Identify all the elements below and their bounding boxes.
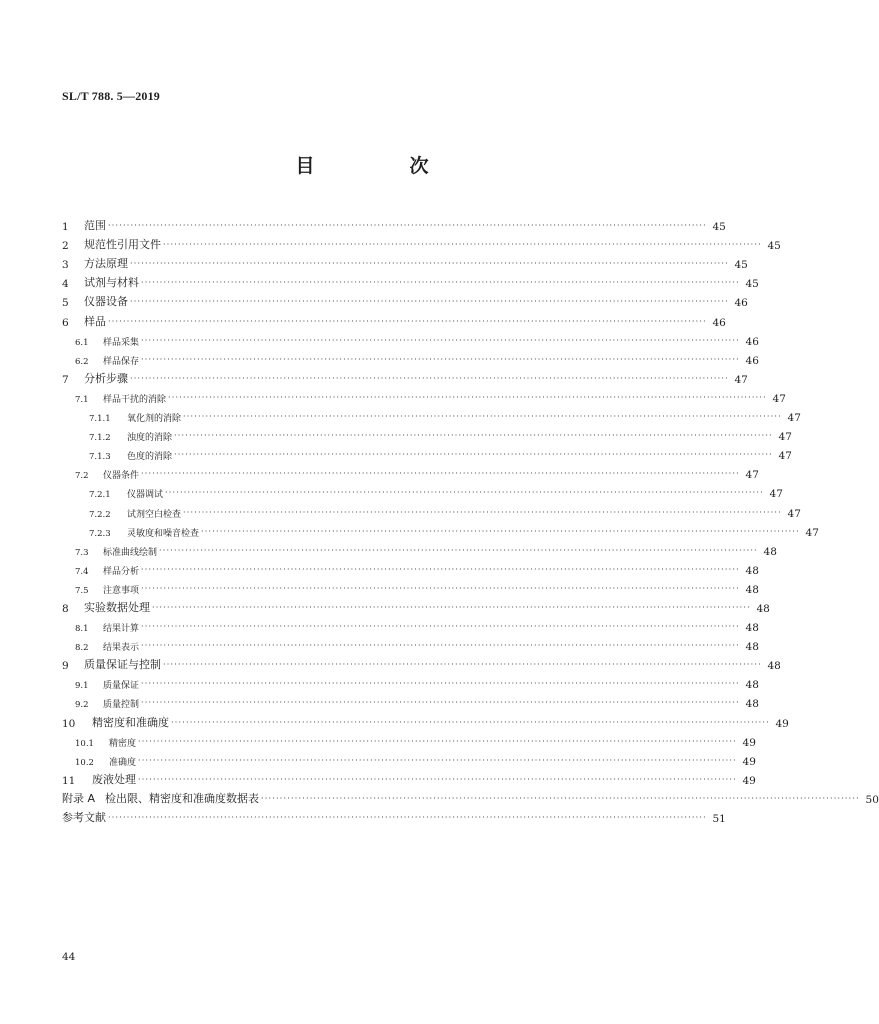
page-number: 44	[62, 951, 76, 963]
toc-entry-number: 8.2	[75, 643, 89, 654]
toc-entry-number: 8.1	[75, 624, 89, 635]
toc-leader-dots: ································································································································································	[183, 507, 782, 517]
toc-entry-label: 质量保证	[103, 681, 140, 692]
toc-leader-dots: ································································································································································	[201, 526, 800, 536]
toc-entry	[62, 615, 759, 635]
toc-entry-number: 6.2	[75, 356, 89, 367]
toc-entry-number: 7.1.1	[89, 414, 111, 425]
toc-leader-dots: ································································································································································	[171, 717, 770, 727]
toc-entry-page: 48	[763, 545, 777, 558]
toc-entry-label: 仪器条件	[103, 471, 140, 482]
toc-entry-label: 实验数据处理	[84, 600, 150, 614]
toc-entry	[62, 462, 759, 482]
toc-entry	[62, 596, 770, 615]
toc-entry-number: 11	[62, 774, 76, 787]
toc-leader-dots: ································································································································································	[130, 259, 729, 269]
toc-entry	[62, 634, 759, 654]
toc-leader-dots: ································································································································································	[141, 278, 740, 288]
toc-entry-page: 48	[745, 698, 759, 711]
toc-leader-dots: ································································································································································	[168, 392, 767, 402]
toc-entry	[62, 214, 726, 234]
toc-leader-dots: ································································································································································	[174, 450, 773, 460]
toc-entry-label: 灵敏度和噪音检查	[127, 528, 200, 539]
toc-entry-label: 精密度	[109, 738, 137, 749]
toc-entry-page: 47	[745, 469, 759, 482]
toc-entry-number: 9.2	[75, 700, 89, 711]
toc-entry	[62, 520, 819, 539]
toc-entry-label: 氧化剂的消除	[127, 414, 182, 425]
toc-entry	[62, 233, 781, 253]
toc-entry-page: 48	[745, 679, 759, 692]
toc-leader-dots: ································································································································································	[138, 755, 737, 765]
toc-entry-label: 检出限、精密度和准确度数据表	[105, 791, 260, 805]
toc-entry-label: 注意事项	[103, 585, 140, 596]
toc-entry-page: 49	[742, 755, 756, 768]
toc-entry-number: 7.5	[75, 585, 89, 596]
toc-entry-number: 附录 A	[62, 791, 96, 805]
toc-leader-dots: ································································································································································	[141, 679, 740, 689]
toc-entry-label: 结果表示	[103, 643, 140, 654]
toc-entry-number: 4	[62, 278, 69, 291]
toc-entry	[62, 290, 748, 310]
toc-entry-page: 47	[772, 392, 786, 405]
toc-leader-dots: ································································································································································	[108, 813, 707, 822]
toc-leader-dots: ································································································································································	[130, 297, 729, 307]
toc-entry-page: 50	[865, 793, 879, 806]
toc-entry-label: 准确度	[109, 757, 137, 768]
toc-entry-number: 5	[62, 297, 69, 310]
toc-entry-label: 仪器调试	[127, 490, 164, 501]
toc-leader-dots: ································································································································································	[141, 583, 740, 593]
toc-entry-label: 标准曲线绘制	[103, 547, 158, 558]
toc-entry-label: 范围	[84, 219, 106, 233]
toc-leader-dots: ································································································································································	[174, 431, 773, 441]
toc-entry-number: 7.3	[75, 547, 89, 558]
toc-entry-label: 参考文献	[62, 811, 106, 824]
toc-entry-label: 仪器设备	[84, 295, 128, 309]
toc-entry-label: 浊度的消除	[127, 433, 173, 444]
toc-entry-number: 7.2	[75, 471, 89, 482]
toc-entry-label: 废液处理	[92, 772, 136, 786]
toc-entry-page: 46	[745, 335, 759, 348]
toc-entry-page: 45	[745, 278, 759, 291]
toc-entry	[62, 329, 759, 348]
toc-leader-dots: ································································································································································	[108, 316, 707, 326]
toc-leader-dots: ································································································································································	[141, 354, 740, 364]
toc-entry-number: 6.1	[75, 337, 89, 348]
toc-entry-page: 51	[712, 813, 726, 825]
toc-leader-dots: ································································································································································	[141, 698, 740, 708]
toc-entry-page: 47	[769, 488, 783, 501]
toc-leader-dots: ································································································································································	[163, 240, 762, 250]
toc-entry	[62, 424, 792, 444]
toc-entry-number: 10.2	[75, 757, 94, 768]
toc-entry	[62, 271, 759, 291]
toc-entry-page: 48	[745, 622, 759, 635]
toc-entry-label: 规范性引用文件	[84, 238, 161, 252]
toc-entry	[62, 691, 759, 711]
toc-entry-page: 48	[745, 564, 759, 577]
toc-entry	[62, 348, 759, 367]
page-title: 目 次	[295, 155, 467, 177]
toc-leader-dots: ································································································································································	[138, 774, 737, 784]
toc-entry-label: 样品干扰的消除	[103, 394, 167, 405]
toc-entry-page: 48	[745, 583, 759, 596]
toc-entry	[62, 443, 792, 463]
toc-entry-number: 3	[62, 259, 69, 272]
toc-entry-label: 质量保证与控制	[84, 658, 161, 672]
toc-entry	[62, 768, 756, 787]
toc-entry-number: 7.2.3	[89, 528, 111, 539]
toc-entry-number: 7.2.2	[89, 509, 111, 520]
toc-leader-dots: ································································································································································	[152, 602, 751, 612]
toc-entry-number: 8	[62, 602, 69, 615]
toc-entry-number: 7.1	[75, 394, 89, 405]
toc-entry-label: 精密度和准确度	[92, 715, 169, 729]
toc-entry-page: 47	[787, 507, 801, 520]
toc-entry-label: 质量控制	[103, 700, 140, 711]
toc-entry	[62, 309, 726, 329]
toc-entry-label: 结果计算	[103, 624, 140, 635]
toc-entry-page: 46	[745, 354, 759, 367]
toc-entry-number: 7.4	[75, 566, 89, 577]
toc-entry	[62, 577, 759, 596]
toc-entry-label: 样品	[84, 314, 106, 328]
toc-entry	[62, 481, 783, 501]
toc-entry-page: 47	[734, 373, 748, 386]
toc-entry-page: 47	[805, 526, 819, 539]
toc-leader-dots: ································································································································································	[141, 641, 740, 651]
toc-leader-dots: ································································································································································	[159, 545, 758, 555]
toc-entry-page: 48	[767, 660, 781, 673]
toc-entry-number: 10	[62, 717, 76, 730]
toc-entry-number: 7.1.3	[89, 452, 111, 463]
toc-entry	[62, 653, 781, 673]
toc-entry	[62, 672, 759, 692]
toc-leader-dots: ································································································································································	[108, 221, 707, 231]
toc-entry-page: 49	[775, 717, 789, 730]
toc-entry-number: 9.1	[75, 681, 89, 692]
toc-leader-dots: ································································································································································	[261, 793, 860, 803]
toc-leader-dots: ································································································································································	[138, 736, 737, 746]
toc-entry-label: 分析步骤	[84, 371, 128, 385]
toc-entry-number: 6	[62, 316, 69, 329]
toc-entry-label: 样品采集	[103, 337, 140, 348]
toc-entry-label: 样品保存	[103, 356, 140, 367]
toc-entry-number: 7.1.2	[89, 433, 111, 444]
toc-entry-page: 45	[734, 259, 748, 272]
toc-entry-label: 色度的消除	[127, 452, 173, 463]
document-code: SL/T 788. 5—2019	[62, 89, 160, 103]
toc-entry-number: 7	[62, 373, 69, 386]
toc-entry-label: 试剂空白检查	[127, 509, 182, 520]
toc-entry	[62, 806, 726, 825]
toc-entry	[62, 367, 748, 386]
toc-entry	[62, 252, 748, 272]
toc-leader-dots: ································································································································································	[141, 335, 740, 345]
toc-entry-number: 2	[62, 240, 69, 253]
toc-entry-number: 1	[62, 221, 69, 234]
toc-entry-label: 样品分析	[103, 566, 140, 577]
toc-entry-label: 试剂与材料	[84, 276, 139, 290]
table-of-contents	[62, 214, 879, 825]
toc-entry-page: 48	[756, 602, 770, 615]
toc-entry	[62, 730, 756, 749]
toc-entry	[62, 539, 777, 558]
toc-entry-number: 9	[62, 660, 69, 673]
toc-entry-page: 47	[778, 431, 792, 444]
toc-leader-dots: ································································································································································	[163, 660, 762, 670]
toc-entry	[62, 558, 759, 577]
toc-entry-number: 10.1	[75, 738, 94, 749]
toc-entry-page: 45	[712, 221, 726, 234]
toc-entry	[62, 749, 756, 768]
toc-entry	[62, 500, 801, 520]
toc-entry-page: 49	[742, 774, 756, 787]
toc-entry-page: 48	[745, 641, 759, 654]
toc-leader-dots: ································································································································································	[165, 488, 764, 498]
toc-entry-page: 49	[742, 736, 756, 749]
toc-entry	[62, 710, 789, 730]
toc-leader-dots: ································································································································································	[141, 622, 740, 632]
toc-leader-dots: ································································································································································	[183, 412, 782, 422]
toc-entry-number: 7.2.1	[89, 490, 111, 501]
toc-entry-page: 46	[712, 316, 726, 329]
toc-entry	[62, 386, 786, 405]
toc-leader-dots: ································································································································································	[141, 469, 740, 479]
toc-entry	[62, 787, 879, 806]
toc-entry-page: 46	[734, 297, 748, 310]
toc-entry	[62, 405, 801, 425]
toc-entry-page: 47	[778, 450, 792, 463]
toc-entry-page: 45	[767, 240, 781, 253]
toc-leader-dots: ································································································································································	[130, 373, 729, 383]
toc-leader-dots: ································································································································································	[141, 564, 740, 574]
toc-entry-label: 方法原理	[84, 257, 128, 271]
toc-entry-page: 47	[787, 412, 801, 425]
